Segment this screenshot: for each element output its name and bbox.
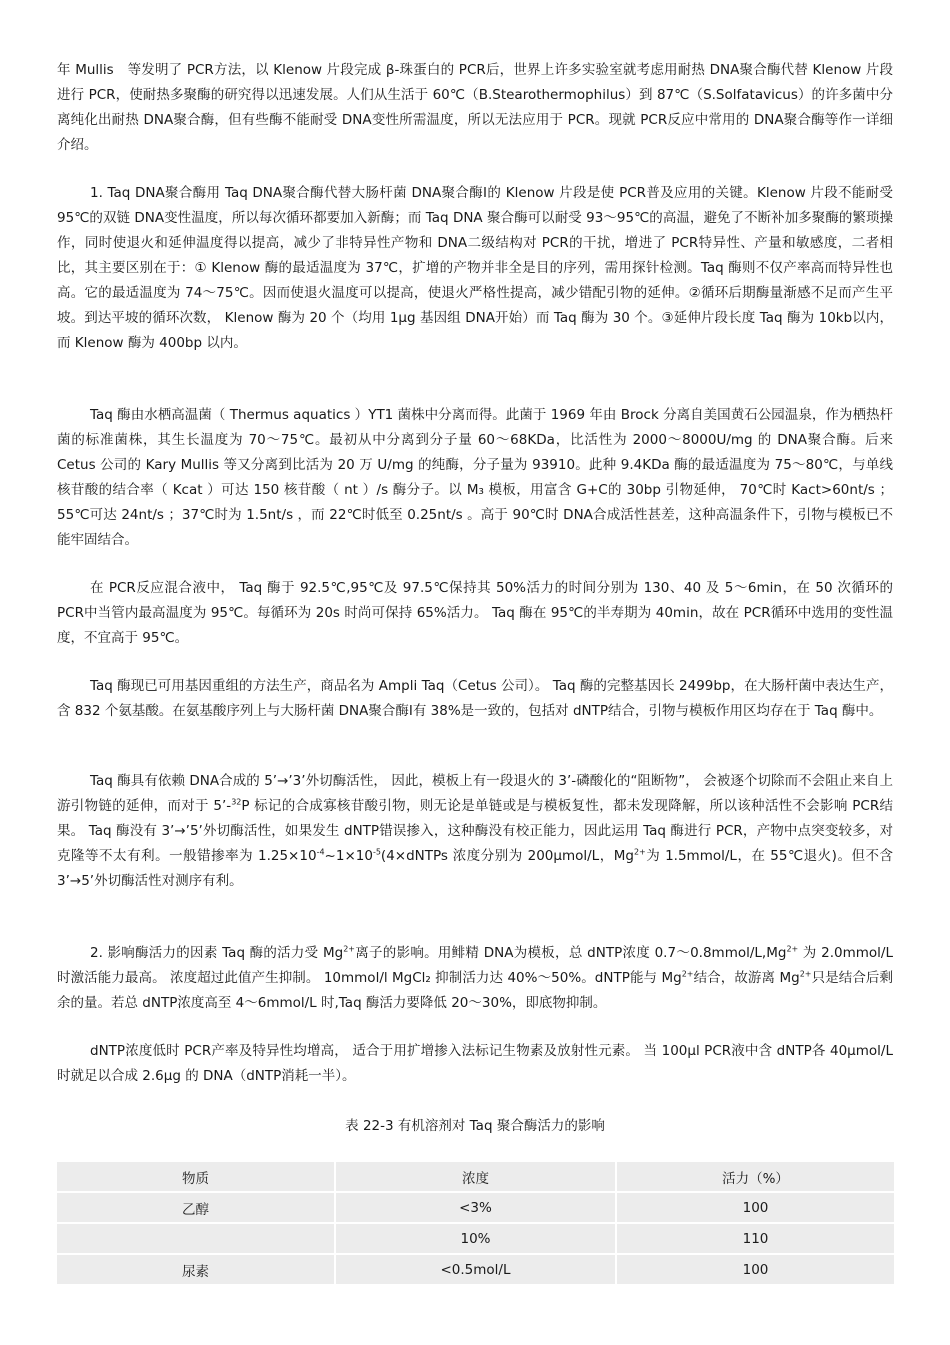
superscript: 2+ [786,944,799,954]
text-segment: 结合，故游离 Mg [693,970,800,986]
table-header-row [57,1162,894,1191]
header-cell: 浓度 [336,1162,617,1191]
text-segment: (4×dNTPs 浓度分别为 200μmol/L，Mg [380,848,634,864]
superscript: 2+ [681,969,694,979]
table-cell: 乙醇 [57,1193,336,1222]
table-caption: 表 22-3 有机溶剂对 Taq 聚合酶活力的影响 [345,1118,605,1134]
table-cell [57,1224,336,1253]
paragraph-enzyme-activity-factors [57,941,893,1016]
table-row [57,1255,894,1284]
superscript: 2+ [343,944,355,954]
text-segment: P 标记的合成寡核苷酸引物，则无论是单链或是与模板复性，都未发现降解，所以该种活性不会影响 PCR结果。 Taq 酶没有 3’→’5’外切酶活性，如果发生 dNTP错误掺入，这种酶没有校正能力，因此运用 Taq 酶进行 PCR，产物中点突变较多，对克隆等不太有利。一般错掺率为 1.25×10 [57,798,893,864]
paragraph-taq-exonuclease [57,769,893,894]
text-segment: ~1×10 [324,848,373,864]
paragraph-taq-stability: 在 PCR反应混合液中， Taq 酶于 92.5℃,95℃及 97.5℃保持其 50%活力的时间分别为 130、40 及 5～6min，在 50 次循环的 PCR中当管内最高温度为 95℃。每循环为 20s 时尚可保持 65%活力。 Taq 酶在 95℃的半寿期为 40min，故在 PCR循环中选用的变性温度，不宜高于 95℃。 [57,580,893,646]
paragraph-taq-intro: 1. Taq DNA聚合酶用 Taq DNA聚合酶代替大肠杆菌 DNA聚合酶Ⅰ的 Klenow 片段是使 PCR普及应用的关键。Klenow 片段不能耐受 95℃的双链 DNA变性温度，所以每次循环都要加入新酶；而 Taq DNA 聚合酶可以耐受 93～95℃的高温，避免了不断补加多聚酶的繁琐操作，同时使退火和延伸温度得以提高，减少了非特异性产物和 DNA二级结构对 PCR的干扰，增进了 PCR特异性、产量和敏感度，二者相比，其主要区别在于：① Klenow 酶的最适温度为 37℃，扩增的产物并非全是目的序列，需用探针检测。Taq 酶则不仅产率高而特异性也高。它的最适温度为 74～75℃。因而使退火温度可以提高，使退火严格性提高，减少错配引物的延伸。②循环后期酶量渐感不足而产生平坡。到达平坡的循环次数， Klenow 酶为 20 个（均用 1μg 基因组 DNA开始）而 Taq 酶为 30 个。③延伸片段长度 Taq 酶为 10kb以内，而 Klenow 酶为 400bp 以内。 [57,185,893,351]
text-segment: Taq 酶具有依赖 DNA合成的 5’→’3’外切酶活性， 因此，模板上有一段退火的 3’-磷酸化的“阻断物”， 会被逐个切除而不会阻止来自上游引物链的延伸，而对于 5’- [57,773,893,814]
intro-paragraph: 年 Mullis 等发明了 PCR方法，以 Klenow 片段完成 β-珠蛋白的 PCR后，世界上许多实验室就考虑用耐热 DNA聚合酶代替 Klenow 片段进行 PCR，使耐热多聚酶的研究得以迅速发展。人们从生活于 60℃（B.Stearothermophilus）到 87℃（S.Solfatavicus）的许多菌中分离纯化出耐热 DNA聚合酶，但有些酶不能耐受 DNA变性所需温度，所以无法应用于 PCR。现就 PCR反应中常用的 DNA聚合酶等作一详细介绍。 [57,62,893,153]
superscript: 32 [231,797,242,807]
header-cell: 物质 [57,1162,336,1191]
table-cell: 10% [336,1224,617,1253]
table-cell: 100 [617,1193,894,1222]
table-cell: 100 [617,1255,894,1284]
paragraph-taq-source: Taq 酶由水栖高温菌（ Thermus aquatics ）YT1 菌株中分离而得。此菌于 1969 年由 Brock 分离自美国黄石公园温泉，作为栖热杆菌的标准菌株，其生长温度为 70～75℃。最初从中分离到分子量 60～68KDa，比活性为 2000～8000U/mg 的 DNA聚合酶。后来 Cetus 公司的 Kary Mullis 等又分离到比活为 20 万 U/mg 的纯酶，分子量为 93910。此种 9.4KDa 酶的最适温度为 75～80℃，与单线核苷酸的结合率（ Kcat ）可达 150 核苷酸（ nt ）/s 酶分子。以 M₃ 模板，用富含 G+C的 30bp 引物延伸， 70℃时 Kact>60nt/s ；55℃可达 24nt/s ；37℃时为 1.5nt/s ，而 22℃时低至 0.25nt/s 。高于 90℃时 DNA合成活性甚差，这种高温条件下，引物与模板已不能牢固结合。 [57,407,893,548]
organic-solvent-table [57,1160,894,1286]
header-cell: 活力（%） [617,1162,894,1191]
text-segment: 离子的影响。用鲱精 DNA为模板，总 dNTP浓度 0.7～0.8mmol/L,Mg [355,945,787,961]
table-cell: <0.5mol/L [336,1255,617,1284]
table-cell: 尿素 [57,1255,336,1284]
text-segment: 2. 影响酶活力的因素 Taq 酶的活力受 Mg [90,945,344,961]
table-cell: 110 [617,1224,894,1253]
table-row [57,1224,894,1253]
superscript: -4 [316,847,325,857]
text-segment: 为 2.0mmol/L 时激活能力最高。 浓度超过此值产生抑制。 10mmol/l MgCl₂ 抑制活力达 40%～50%。dNTP能与 Mg [57,945,893,986]
superscript: 2+ [633,847,646,857]
table-row [57,1193,894,1222]
superscript: -5 [372,847,381,857]
superscript: 2+ [799,969,812,979]
text-segment: 只是结合后剩余的量。若总 dNTP浓度高至 4～6mmol/L 时,Taq 酶活力要降低 20～30%，即底物抑制。 [57,970,894,1011]
table-cell: <3% [336,1193,617,1222]
paragraph-taq-recombinant: Taq 酶现已可用基因重组的方法生产，商品名为 Ampli Taq（Cetus 公司）。 Taq 酶的完整基因长 2499bp，在大肠杆菌中表达生产， 含 832 个氨基酸。在氨基酸序列上与大肠杆菌 DNA聚合酶Ⅰ有 38%是一致的，包括对 dNTP结合，引物与模板作用区均存在于 Taq 酶中。 [57,678,893,719]
paragraph-dntp-concentration: dNTP浓度低时 PCR产率及特异性均增高， 适合于用扩增掺入法标记生物素及放射性元素。 当 100μl PCR液中含 dNTP各 40μmol/L 时就足以合成 2.6μg 的 DNA（dNTP消耗一半）。 [57,1043,893,1084]
text-segment: 为 1.5mmol/L，在 55℃退火)。但不含 3’→5’外切酶活性对测序有利。 [57,848,893,889]
